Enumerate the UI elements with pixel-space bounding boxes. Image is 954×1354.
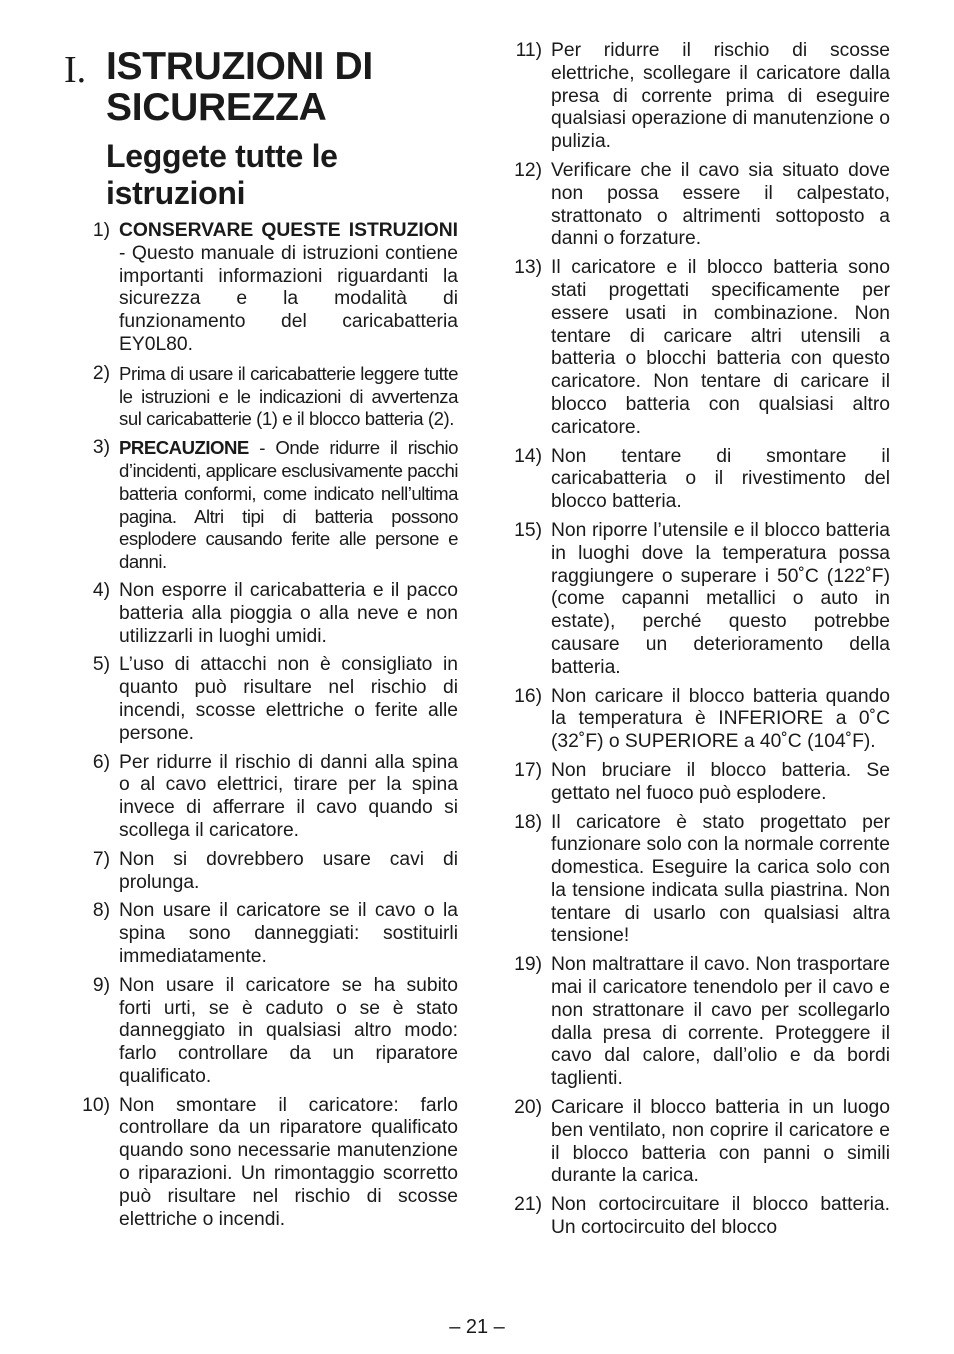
instruction-item (64, 363, 458, 431)
item-body: Non maltrattare il cavo. Non trasportare mai il caricatore tenendolo per il cavo e non strattonare il cavo per scollegarlo dalla presa di corrente. Proteggere il cavo dal calore, dall’olio e da bordi taglienti. (551, 954, 890, 1090)
item-text (551, 760, 890, 806)
item-number: 4) (92, 579, 110, 601)
instruction-item (496, 160, 890, 251)
item-body: Non cortocircuitare il blocco batteria. Un cortocircuito del blocco (551, 1194, 890, 1239)
instruction-list-right (496, 40, 890, 1240)
item-body: Prima di usare il caricabatterie leggere tutte le istruzioni e le indicazioni di avvertenza sul caricabatterie (1) e il blocco batteria (2). (119, 362, 458, 430)
instruction-item (64, 752, 458, 843)
item-number: 1) (92, 220, 110, 241)
item-text (551, 160, 890, 251)
item-number: 11) (515, 40, 542, 61)
item-number: 3) (92, 437, 110, 459)
item-number: 18) (514, 811, 542, 833)
item-text (119, 1095, 458, 1232)
item-text (119, 900, 458, 968)
section-heading (64, 40, 458, 138)
item-body: Non si dovrebbero usare cavi di prolunga. (119, 848, 458, 893)
item-number: 8) (92, 900, 110, 922)
item-body: Non tentare di smontare il caricabatteria o il rivestimento del blocco batteria. (551, 445, 890, 513)
item-number: 15) (514, 519, 542, 541)
instruction-item (64, 1095, 458, 1232)
item-number: 17) (514, 759, 542, 781)
section-subtitle: Leggete tutte le istruzioni (106, 138, 338, 211)
item-number: 5) (92, 654, 110, 676)
item-number: 19) (514, 954, 542, 976)
instruction-list-left (64, 220, 458, 1231)
item-text (551, 446, 890, 514)
item-text (119, 975, 458, 1089)
item-text (551, 40, 890, 154)
item-number: 14) (514, 445, 542, 467)
instruction-item (64, 437, 458, 574)
item-lead: CONSERVARE QUESTE ISTRUZIONI (119, 220, 458, 241)
item-text (119, 437, 458, 574)
item-body: Non esporre il caricabatteria e il pacco batteria alla pioggia o alla neve e non utilizzarli in luoghi umidi. (119, 579, 458, 647)
instruction-item (64, 220, 458, 357)
instruction-item (496, 1194, 890, 1240)
item-number: 6) (92, 751, 110, 773)
instruction-item (64, 849, 458, 895)
item-body: L’uso di attacchi non è consigliato in quanto può risultare nel rischio di incendi, scosse elettriche o ferite alle persone. (119, 654, 458, 744)
instruction-item (496, 812, 890, 949)
item-number: 12) (514, 159, 542, 181)
instruction-item (64, 900, 458, 968)
item-number: 7) (92, 848, 110, 870)
instruction-item (496, 257, 890, 439)
instruction-item (496, 760, 890, 806)
item-text (119, 363, 458, 431)
item-text (551, 1194, 890, 1240)
item-text (551, 520, 890, 680)
item-body: Non usare il caricatore se ha subito forti urti, se è caduto o se è stato danneggiato in qualsiasi altro modo: farlo controllare da un riparatore qualificato. (119, 974, 458, 1087)
instruction-item (496, 686, 890, 754)
item-number: 13) (514, 257, 542, 279)
item-number: 9) (92, 974, 110, 996)
item-body: Il caricatore e il blocco batteria sono stati progettati specificamente per essere usati in combinazione. Non tentare di caricare altri utensili a batteria o blocchi batteria con questo caricatore. Non tentare di caricare il blocco batteria con qualsiasi altro caricatore. (551, 257, 890, 438)
instruction-item (64, 654, 458, 745)
instruction-item (496, 1097, 890, 1188)
item-lead: PRECAUZIONE (119, 437, 249, 459)
item-text (551, 812, 890, 949)
item-body: Non usare il caricatore se il cavo o la spina sono danneggiati: sostituirli immediatamente. (119, 900, 458, 967)
item-text (551, 257, 890, 439)
item-number: 21) (514, 1194, 542, 1216)
right-column (496, 40, 890, 1246)
item-body: - Onde ridurre il rischio d’incidenti, applicare esclusivamente pacchi batteria conformi, come indicato nell’ultima pagina. Altri tipi di batteria possono esplodere causando ferite alle persone e danni. (119, 437, 458, 573)
item-number: 2) (92, 362, 110, 384)
item-body: Non bruciare il blocco batteria. Se gettato nel fuoco può esplodere. (551, 759, 890, 804)
item-text (119, 752, 458, 843)
item-text (119, 654, 458, 745)
section-title: ISTRUZIONI DI SICUREZZA (106, 45, 373, 129)
page-number: – 21 – (449, 1316, 505, 1338)
item-text (119, 849, 458, 895)
item-text (551, 1097, 890, 1188)
instruction-item (496, 954, 890, 1091)
item-number: 16) (514, 685, 542, 707)
item-body: Non smontare il caricatore: farlo controllare da un riparatore qualificato quando sono necessarie manutenzione o riparazioni. Un rimontaggio scorretto può risultare nel rischio di scosse elettriche o incendi. (119, 1094, 458, 1230)
item-body: Per ridurre il rischio di danni alla spina o al cavo elettrici, tirare per la spina invece di afferrare il cavo quando si scollega il caricatore. (119, 751, 458, 841)
item-body: Caricare il blocco batteria in un luogo ben ventilato, non coprire il caricatore e il blocco batteria con panni o simili durante la carica. (551, 1097, 890, 1187)
item-text (551, 954, 890, 1091)
item-text (119, 220, 458, 357)
left-column (64, 40, 458, 1237)
instruction-item (496, 520, 890, 680)
instruction-item (496, 40, 890, 154)
item-body: Non caricare il blocco batteria quando la temperatura è INFERIORE a 0˚C (32˚F) o SUPERIORE a 40˚C (104˚F). (551, 685, 890, 753)
instruction-item (496, 446, 890, 514)
item-body: Il caricatore è stato progettato per funzionare solo con la normale corrente domestica. Eseguire la carica solo con la tensione indicata sulla piastrina. Non tentare di usarlo con qualsiasi altra tensione! (551, 811, 890, 947)
item-number: 20) (514, 1097, 542, 1119)
item-text (551, 686, 890, 754)
item-text (119, 580, 458, 648)
item-body: - Questo manuale di istruzioni contiene importanti informazioni riguardanti la sicurezza e la modalità di funzionamento del caricabatteria EY0L80. (119, 242, 458, 355)
instruction-item (64, 975, 458, 1089)
item-body: Non riporre l’utensile e il blocco batteria in luoghi dove la temperatura possa raggiungere o superare i 50˚C (122˚F) (come capanni metallici o auto in estate), perché questo potrebbe causare un deterioramento della batteria. (551, 519, 890, 678)
instruction-item (64, 580, 458, 648)
item-body: Per ridurre il rischio di scosse elettriche, scollegare il caricatore dalla presa di corrente prima di eseguire qualsiasi operazione di manutenzione o pulizia. (551, 40, 890, 153)
section-numeral: I. (64, 49, 87, 91)
item-body: Verificare che il cavo sia situato dove non possa essere il calpestato, strattonato o altrimenti sottoposto a danni o forzature. (551, 159, 890, 250)
item-number: 10) (82, 1094, 110, 1116)
